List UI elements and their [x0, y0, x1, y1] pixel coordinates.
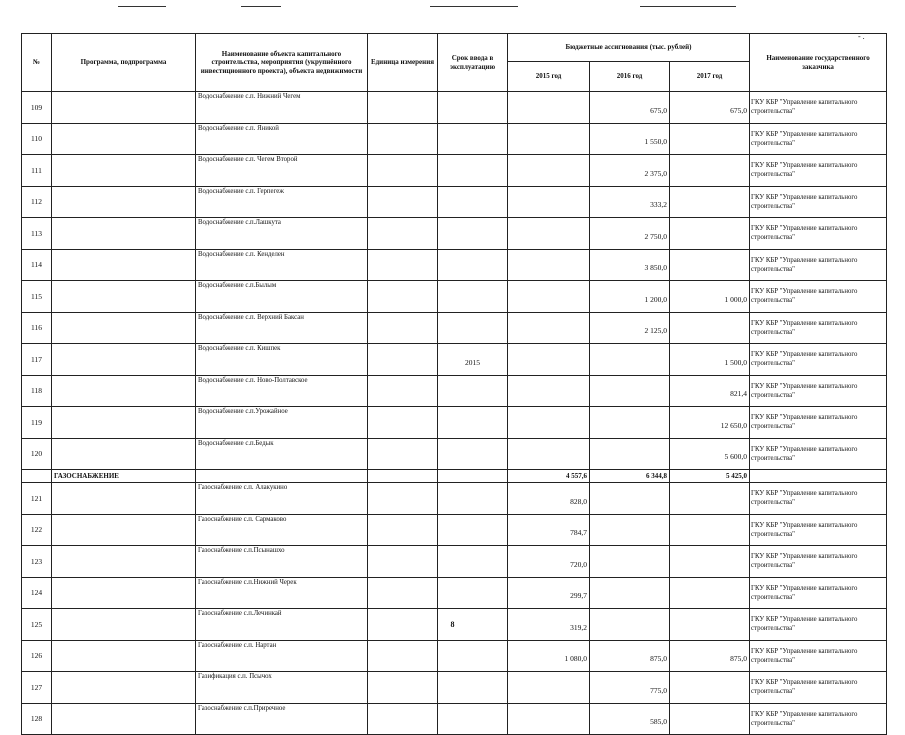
header-budget: Бюджетные ассигнования (тыс. рублей) [508, 34, 750, 62]
object-name: Газоснабжение с.п. Сармаково [196, 514, 368, 546]
row-number: 121 [22, 483, 52, 515]
commission-term [438, 375, 508, 407]
program-cell [52, 407, 196, 439]
commission-term [438, 281, 508, 313]
top-rule [640, 6, 736, 7]
commission-term [438, 546, 508, 578]
amount-2015 [508, 155, 590, 187]
customer-name: ГКУ КБР "Управление капитального строительства" [750, 92, 887, 124]
header-2016: 2016 год [590, 62, 670, 92]
table-row [22, 312, 887, 344]
row-number: 116 [22, 312, 52, 344]
customer-name: ГКУ КБР "Управление капитального строительства" [750, 703, 887, 735]
amount-2017 [670, 577, 750, 609]
section-label: ГАЗОСНАБЖЕНИЕ [52, 470, 196, 483]
table-row [22, 92, 887, 124]
amount-2017: 5 600,0 [670, 438, 750, 470]
unit-cell [368, 703, 438, 735]
program-cell [52, 640, 196, 672]
amount-2016: 1 550,0 [590, 123, 670, 155]
customer-name: ГКУ КБР "Управление капитального строительства" [750, 577, 887, 609]
amount-2016: 875,0 [590, 640, 670, 672]
object-name: Газоснабжение с.п.Нижний Черек [196, 577, 368, 609]
amount-2016: 3 850,0 [590, 249, 670, 281]
section-blank [368, 470, 438, 483]
object-name: Газоснабжение с.п. Нартан [196, 640, 368, 672]
row-number: 127 [22, 672, 52, 704]
amount-2017: 1 000,0 [670, 281, 750, 313]
customer-name: ГКУ КБР "Управление капитального строительства" [750, 438, 887, 470]
header-2015: 2015 год [508, 62, 590, 92]
object-name: Водоснабжение с.п.Былым [196, 281, 368, 313]
object-name: Водоснабжение с.п. Ново-Полтавское [196, 375, 368, 407]
amount-2015: 1 080,0 [508, 640, 590, 672]
commission-term [438, 672, 508, 704]
amount-2016: 2 125,0 [590, 312, 670, 344]
amount-2016 [590, 407, 670, 439]
commission-term [438, 483, 508, 515]
program-cell [52, 483, 196, 515]
customer-name: ГКУ КБР "Управление капитального строительства" [750, 218, 887, 250]
amount-2016: 675,0 [590, 92, 670, 124]
amount-2015: 319,2 [508, 609, 590, 641]
object-name: Газоснабжение с.п.Приречное [196, 703, 368, 735]
customer-name: ГКУ КБР "Управление капитального строительства" [750, 483, 887, 515]
unit-cell [368, 375, 438, 407]
header-term: Срок ввода в эксплуатацию [438, 34, 508, 92]
object-name: Водоснабжение с.п. Кенделен [196, 249, 368, 281]
amount-2016: 333,2 [590, 186, 670, 218]
header-num: № [22, 34, 52, 92]
row-number: 125 [22, 609, 52, 641]
unit-cell [368, 186, 438, 218]
amount-2017: 1 500,0 [670, 344, 750, 376]
unit-cell [368, 344, 438, 376]
unit-cell [368, 640, 438, 672]
unit-cell [368, 218, 438, 250]
row-number: 117 [22, 344, 52, 376]
unit-cell [368, 672, 438, 704]
amount-2017: 675,0 [670, 92, 750, 124]
table-row [22, 344, 887, 376]
amount-2015 [508, 672, 590, 704]
object-name: Водоснабжение с.п. Герпегеж [196, 186, 368, 218]
header-unit: Единица измерения [368, 34, 438, 92]
program-cell [52, 344, 196, 376]
unit-cell [368, 155, 438, 187]
program-cell [52, 92, 196, 124]
commission-term [438, 640, 508, 672]
amount-2017 [670, 249, 750, 281]
commission-term [438, 92, 508, 124]
commission-term [438, 703, 508, 735]
amount-2017: 12 650,0 [670, 407, 750, 439]
section-total-2015: 4 557,6 [508, 470, 590, 483]
customer-name: ГКУ КБР "Управление капитального строительства" [750, 281, 887, 313]
customer-name: ГКУ КБР "Управление капитального строительства" [750, 312, 887, 344]
row-number: 123 [22, 546, 52, 578]
amount-2017 [670, 218, 750, 250]
row-number: 111 [22, 155, 52, 187]
amount-2015: 828,0 [508, 483, 590, 515]
customer-name: ГКУ КБР "Управление капитального строительства" [750, 609, 887, 641]
table-row [22, 407, 887, 439]
object-name: Газоснабжение с.п.Лечинкай [196, 609, 368, 641]
unit-cell [368, 92, 438, 124]
commission-term [438, 249, 508, 281]
section-row [22, 470, 887, 483]
commission-term [438, 186, 508, 218]
section-blank [438, 470, 508, 483]
header-object: Наименование объекта капитального строительства, мероприятия (укрупнённого инвестиционного проекта), объекта недвижимости [196, 34, 368, 92]
object-name: Газоснабжение с.п. Алакукино [196, 483, 368, 515]
program-cell [52, 281, 196, 313]
program-cell [52, 123, 196, 155]
section-blank [196, 470, 368, 483]
row-number: 119 [22, 407, 52, 439]
program-cell [52, 312, 196, 344]
amount-2016: 585,0 [590, 703, 670, 735]
amount-2017 [670, 155, 750, 187]
section-blank [750, 470, 887, 483]
row-number: 128 [22, 703, 52, 735]
table-row [22, 577, 887, 609]
customer-name: ГКУ КБР "Управление капитального строительства" [750, 546, 887, 578]
row-number: 115 [22, 281, 52, 313]
row-number: 126 [22, 640, 52, 672]
amount-2017 [670, 703, 750, 735]
program-cell [52, 155, 196, 187]
top-rule [118, 6, 166, 7]
customer-name: ГКУ КБР "Управление капитального строительства" [750, 514, 887, 546]
table-row [22, 375, 887, 407]
amount-2015 [508, 438, 590, 470]
top-rule [430, 6, 518, 7]
program-cell [52, 186, 196, 218]
amount-2016: 775,0 [590, 672, 670, 704]
table-row [22, 546, 887, 578]
amount-2015 [508, 92, 590, 124]
amount-2017: 875,0 [670, 640, 750, 672]
section-num [22, 470, 52, 483]
program-cell [52, 249, 196, 281]
table-row [22, 186, 887, 218]
table-row [22, 672, 887, 704]
amount-2016 [590, 375, 670, 407]
unit-cell [368, 438, 438, 470]
program-cell [52, 577, 196, 609]
program-cell [52, 218, 196, 250]
section-total-2016: 6 344,8 [590, 470, 670, 483]
row-number: 114 [22, 249, 52, 281]
customer-name: ГКУ КБР "Управление капитального строительства" [750, 407, 887, 439]
unit-cell [368, 514, 438, 546]
amount-2015 [508, 407, 590, 439]
amount-2015 [508, 703, 590, 735]
amount-2016: 1 200,0 [590, 281, 670, 313]
header-customer: Наименование государственного заказчика [750, 34, 887, 92]
object-name: Газоснабжение с.п.Псынашхо [196, 546, 368, 578]
object-name: Водоснабжение с.п. Чегем Второй [196, 155, 368, 187]
customer-name: ГКУ КБР "Управление капитального строительства" [750, 344, 887, 376]
table-row [22, 218, 887, 250]
object-name: Водоснабжение с.п.Урожайное [196, 407, 368, 439]
object-name: Водоснабжение с.п. Нижний Чегем [196, 92, 368, 124]
unit-cell [368, 312, 438, 344]
customer-name: ГКУ КБР "Управление капитального строительства" [750, 123, 887, 155]
amount-2017 [670, 514, 750, 546]
amount-2015: 720,0 [508, 546, 590, 578]
header-program: Программа, подпрограмма [52, 34, 196, 92]
amount-2015: 784,7 [508, 514, 590, 546]
amount-2016 [590, 344, 670, 376]
program-cell [52, 438, 196, 470]
amount-2015 [508, 186, 590, 218]
amount-2017 [670, 312, 750, 344]
amount-2016 [590, 483, 670, 515]
amount-2015 [508, 123, 590, 155]
amount-2017 [670, 123, 750, 155]
amount-2016 [590, 438, 670, 470]
commission-term [438, 218, 508, 250]
scan-mark: - . [858, 32, 865, 41]
amount-2016 [590, 546, 670, 578]
amount-2015 [508, 218, 590, 250]
program-cell [52, 375, 196, 407]
row-number: 122 [22, 514, 52, 546]
row-number: 124 [22, 577, 52, 609]
customer-name: ГКУ КБР "Управление капитального строительства" [750, 672, 887, 704]
amount-2016: 2 750,0 [590, 218, 670, 250]
amount-2015 [508, 375, 590, 407]
object-name: Водоснабжение с.п. Яникой [196, 123, 368, 155]
unit-cell [368, 249, 438, 281]
row-number: 110 [22, 123, 52, 155]
program-cell [52, 672, 196, 704]
table-row [22, 514, 887, 546]
program-cell [52, 514, 196, 546]
row-number: 120 [22, 438, 52, 470]
object-name: Водоснабжение с.п.Лашкута [196, 218, 368, 250]
amount-2017 [670, 546, 750, 578]
object-name: Водоснабжение с.п. Верхний Баксан [196, 312, 368, 344]
amount-2016: 2 375,0 [590, 155, 670, 187]
object-name: Водоснабжение с.п.Бедык [196, 438, 368, 470]
program-cell [52, 703, 196, 735]
table-row [22, 438, 887, 470]
table-row [22, 281, 887, 313]
table-row [22, 123, 887, 155]
budget-table [21, 33, 887, 735]
unit-cell [368, 407, 438, 439]
amount-2015 [508, 344, 590, 376]
page-number: 8 [450, 620, 455, 629]
amount-2016 [590, 514, 670, 546]
commission-term [438, 155, 508, 187]
row-number: 112 [22, 186, 52, 218]
customer-name: ГКУ КБР "Управление капитального строительства" [750, 155, 887, 187]
customer-name: ГКУ КБР "Управление капитального строительства" [750, 640, 887, 672]
commission-term [438, 514, 508, 546]
object-name: Газификация с.п. Псычох [196, 672, 368, 704]
amount-2015 [508, 312, 590, 344]
table-row [22, 703, 887, 735]
row-number: 113 [22, 218, 52, 250]
customer-name: ГКУ КБР "Управление капитального строительства" [750, 249, 887, 281]
unit-cell [368, 281, 438, 313]
unit-cell [368, 546, 438, 578]
commission-term [438, 407, 508, 439]
amount-2017 [670, 186, 750, 218]
object-name: Водоснабжение с.п. Кишпек [196, 344, 368, 376]
table-row [22, 483, 887, 515]
commission-term [438, 123, 508, 155]
commission-term: 2015 [438, 344, 508, 376]
unit-cell [368, 123, 438, 155]
amount-2016 [590, 577, 670, 609]
program-cell [52, 546, 196, 578]
amount-2017 [670, 483, 750, 515]
table-row [22, 640, 887, 672]
amount-2015: 299,7 [508, 577, 590, 609]
top-rule [241, 6, 281, 7]
header-2017: 2017 год [670, 62, 750, 92]
customer-name: ГКУ КБР "Управление капитального строительства" [750, 375, 887, 407]
amount-2017: 821,4 [670, 375, 750, 407]
unit-cell [368, 577, 438, 609]
amount-2017 [670, 672, 750, 704]
amount-2015 [508, 249, 590, 281]
commission-term [438, 438, 508, 470]
commission-term [438, 577, 508, 609]
commission-term [438, 312, 508, 344]
row-number: 118 [22, 375, 52, 407]
table-row [22, 155, 887, 187]
amount-2015 [508, 281, 590, 313]
row-number: 109 [22, 92, 52, 124]
table-row [22, 249, 887, 281]
customer-name: ГКУ КБР "Управление капитального строительства" [750, 186, 887, 218]
section-total-2017: 5 425,0 [670, 470, 750, 483]
unit-cell [368, 483, 438, 515]
